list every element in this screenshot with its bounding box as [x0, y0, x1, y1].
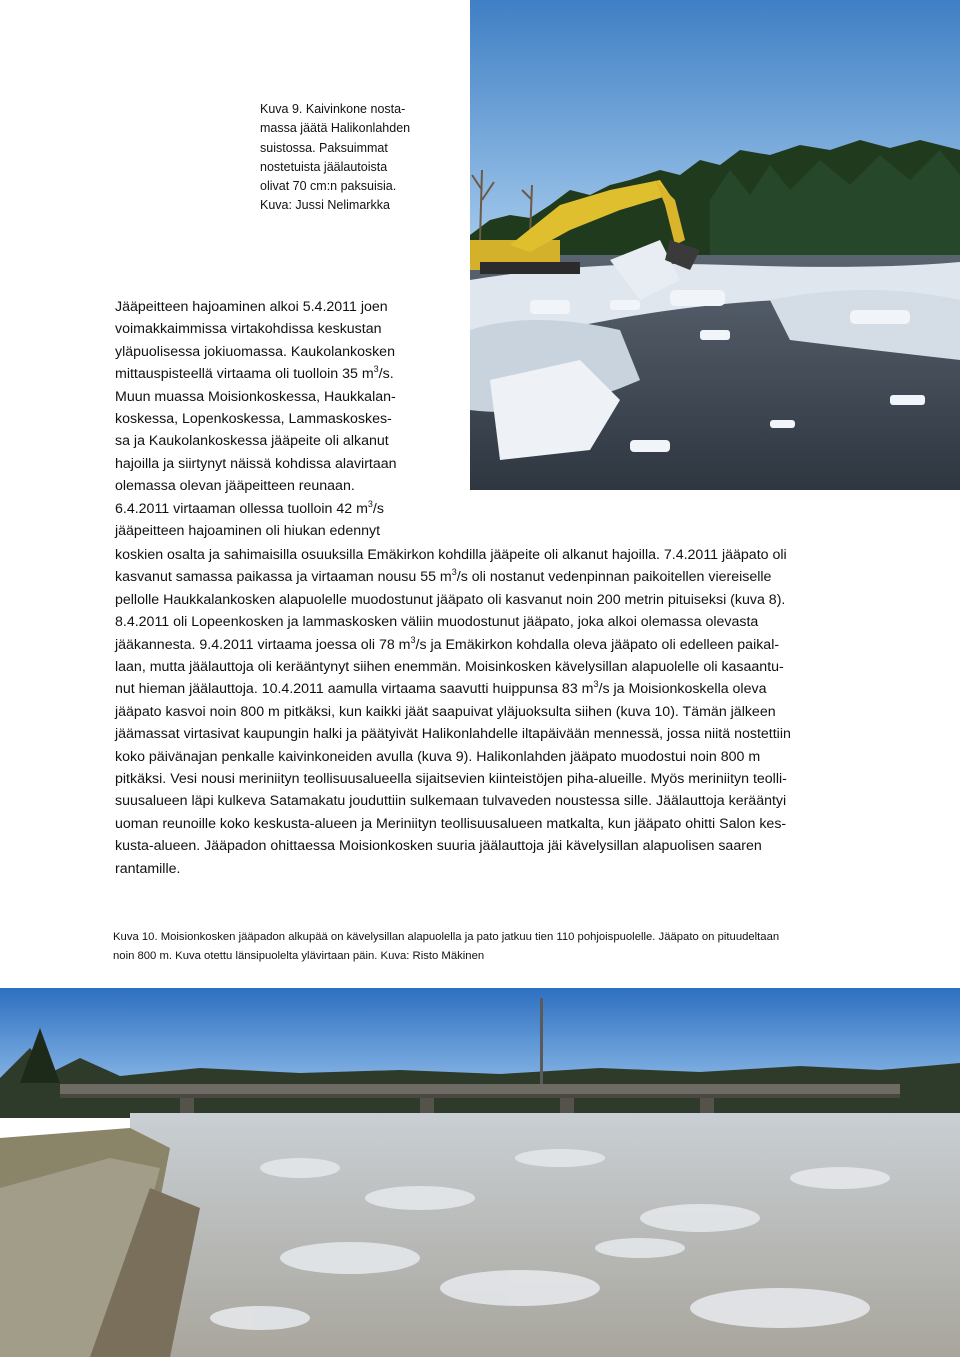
figure-9-caption	[260, 100, 460, 216]
text-line: sa ja Kaukolankoskessa jääpeite oli alkanut	[115, 433, 389, 450]
text-line: Jääpeitteen hajoaminen alkoi 5.4.2011 joen	[115, 299, 388, 315]
text-line: kusta-alueen. Jääpadon ohittaessa Moisionkosken suuria jäälauttoja jäi kävelysillan alapuolisen saaren	[115, 838, 762, 855]
text-line: jääkannesta. 9.4.2011 virtaama joessa oli 78 $m^3/s$ ja Emäkirkon kohdalla oleva jääpato oli edelleen paikal-	[115, 634, 780, 653]
caption-line: Kuva 10. Moisionkosken jääpadon alkupää on kävelysillan alapuolella ja pato jatkuu tien 110 pohjoispuolelle. Jääpato on pituudeltaan	[113, 931, 780, 943]
text-line: jäämassat virtasivat kaupungin halki ja päätyivät Halikonlahdelle iltapäivään mennessä, jossa niitä nostettiin	[115, 726, 791, 743]
text-line: jääpato kasvoi noin 800 m pitkäksi, kun kaikki jäät saapuivat yläjuoksulta siihen (kuva 10). Tämän jälkeen	[115, 703, 776, 720]
caption-line: noin 800 m. Kuva otettu länsipuolelta ylävirtaan päin. Kuva: Risto Mäkinen	[113, 949, 485, 962]
text-line: pitkäksi. Vesi nousi meriniityn teollisuusalueella sijaitsevien kiinteistöjen piha-alueille. Myös meriniityn teolli-	[115, 771, 787, 788]
body-text-wide	[115, 544, 845, 880]
text-line: laan, mutta jäälauttoja oli kerääntynyt siihen enemmän. Moisinkosken kävelysillan alapuolelle oli kasaantu-	[115, 659, 784, 676]
text-line: uoman reunoille koko keskusta-alueen ja Meriniityn teollisuusalueen matkalta, kun jääpato ohitti Salon kes-	[115, 815, 787, 832]
figure-9-photo	[470, 0, 960, 490]
text-line: suusalueen läpi kulkeva Satamakatu jouduttiin sulkemaan tulvaveden noustessa sille. Jäälauttoja kerääntyi	[115, 793, 787, 810]
caption-line: Kuva: Jussi Nelimarkka	[260, 198, 390, 213]
text-line: Muun muassa Moisionkoskessa, Haukkalan-	[115, 388, 396, 405]
text-line: kasvanut samassa paikassa ja virtaaman nousu 55 $m^3/s$ oli nostanut vedenpinnan paikoitellen viereiselle	[115, 567, 772, 586]
text-line: 8.4.2011 oli Lopeenkosken ja lammaskosken väliin muodostunut jääpato, joka alkoi olemassa olevasta	[115, 614, 759, 631]
text-line: jääpeitteen hajoaminen oli hiukan edennyt	[115, 523, 381, 540]
text-line: koskien osalta ja sahimaisilla osuuksilla Emäkirkon kohdilla jääpeite oli alkanut hajoilla. 7.4.2011 jääpato oli	[115, 547, 787, 563]
text-line: voimakkaimmissa virtakohdissa keskustan	[115, 321, 382, 338]
excavator-ice-photo	[470, 0, 960, 490]
text-line: nut hieman jäälauttoja. 10.4.2011 aamulla virtaama saavutti huippunsa 83 $m^3/s$ ja Moisionkoskella oleva	[115, 679, 767, 698]
body-text-narrow	[115, 296, 422, 542]
caption-line: massa jäätä Halikonlahden	[260, 121, 411, 136]
caption-line: suistossa. Paksuimmat	[260, 140, 388, 155]
text-line: hajoilla ja siirtynyt näissä kohdissa alavirtaan	[115, 455, 397, 472]
text-line: 6.4.2011 virtaaman ollessa tuolloin 42 $m^3/s$	[115, 498, 384, 517]
caption-line: olivat 70 cm:n paksuisia.	[260, 179, 397, 194]
figure-10-photo	[0, 988, 960, 1357]
text-line: pellolle Haukkalankosken alapuolelle muodostunut jääpato oli kasvanut noin 200 metrin pituiseksi (kuva 8).	[115, 591, 786, 608]
caption-line: Kuva 9. Kaivinkone nosta-	[260, 102, 406, 116]
text-line: koskessa, Lopenkoskessa, Lammaskoskes-	[115, 411, 392, 428]
text-line: olemassa olevan jääpeitteen reunaan.	[115, 478, 355, 495]
text-line: rantamille.	[115, 860, 181, 877]
text-line: mittauspisteellä virtaama oli tuolloin 35 $m^3/s$.	[115, 364, 394, 383]
caption-line: nostetuista jäälautoista	[260, 159, 388, 174]
text-line: yläpuolisessa jokiuomassa. Kaukolankosken	[115, 343, 395, 360]
ice-jam-bridge-photo	[0, 988, 960, 1357]
figure-10-caption	[113, 928, 843, 965]
text-line: koko päivänajan penkalle kaivinkoneiden avulla (kuva 9). Halikonlahden jääpato muodostui noin 800 m	[115, 748, 761, 765]
